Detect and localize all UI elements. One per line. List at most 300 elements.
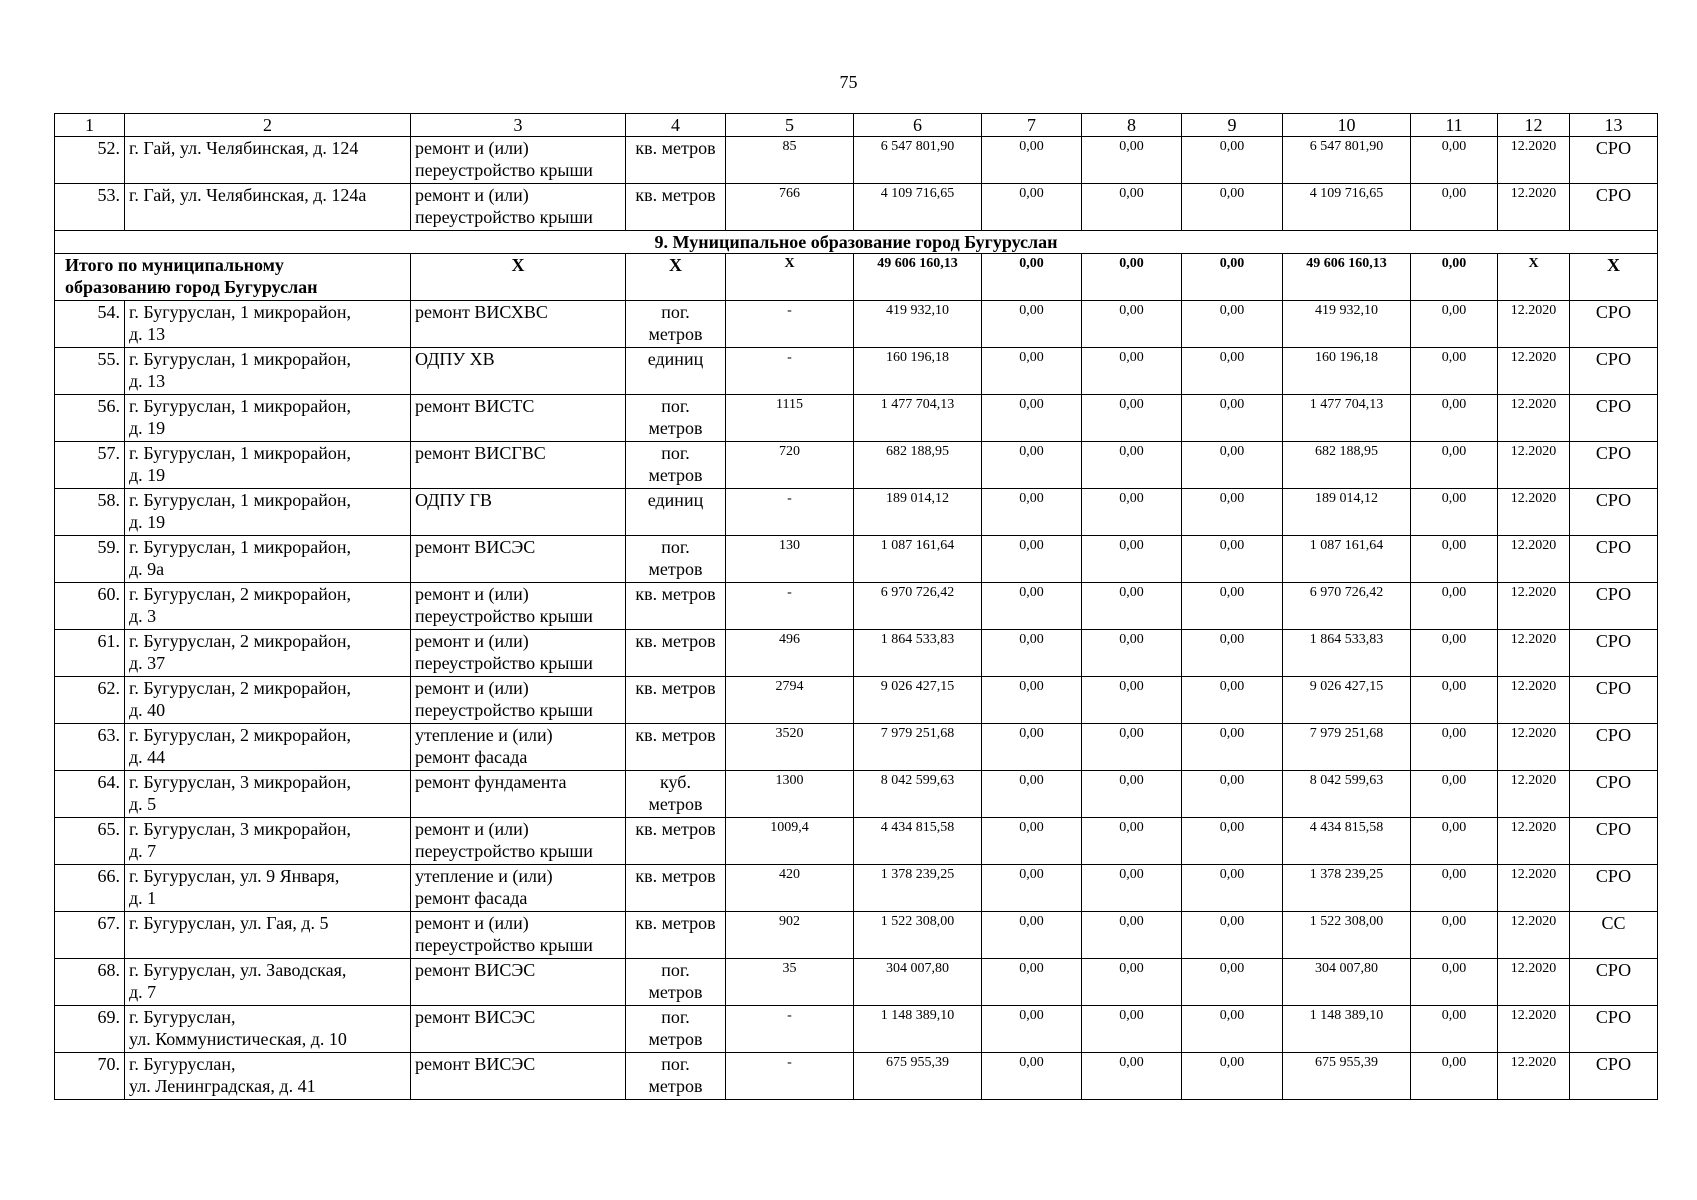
value-cell-c12: 12.2020 — [1498, 677, 1570, 724]
value-cell-c10: 1 148 389,10 — [1283, 1006, 1411, 1053]
value-cell-c11: 0,00 — [1411, 1006, 1498, 1053]
address-cell-line: г. Бугуруслан, ул. Гая, д. 5 — [129, 913, 329, 933]
value-cell-c11: 0,00 — [1411, 583, 1498, 630]
row-number: 63. — [55, 724, 125, 771]
value-cell-c10: 4 434 815,58 — [1283, 818, 1411, 865]
value-cell-c10: 7 979 251,68 — [1283, 724, 1411, 771]
quantity-cell: - — [726, 583, 854, 630]
value-cell-c7: 0,00 — [982, 912, 1082, 959]
value-cell-c6: 9 026 427,15 — [854, 677, 982, 724]
quantity-cell: - — [726, 1053, 854, 1100]
method-cell: СРО — [1570, 137, 1658, 184]
address-cell-line: г. Бугуруслан, 2 микрорайон, — [129, 725, 352, 745]
address-cell-line: г. Бугуруслан, 1 микрорайон, — [129, 396, 352, 416]
value-cell-c6: 1 522 308,00 — [854, 912, 982, 959]
address-cell-line: г. Бугуруслан, 1 микрорайон, — [129, 537, 352, 557]
work-type-cell — [411, 348, 626, 395]
work-type-cell — [411, 677, 626, 724]
unit-cell-line: пог. — [661, 302, 690, 322]
header-cell: 1 — [55, 114, 125, 137]
quantity-cell: 1009,4 — [726, 818, 854, 865]
work-type-cell-line: ремонт ВИСТС — [415, 396, 535, 416]
method-cell: СРО — [1570, 348, 1658, 395]
address-cell-line: д. 19 — [129, 465, 166, 485]
value-cell-c10: 8 042 599,63 — [1283, 771, 1411, 818]
header-cell: 9 — [1182, 114, 1283, 137]
value-cell-c8: 0,00 — [1082, 771, 1182, 818]
value-cell-c9: 0,00 — [1182, 959, 1283, 1006]
unit-cell-line: метров — [648, 1029, 703, 1049]
value-cell-c8: 0,00 — [1082, 865, 1182, 912]
method-cell: СРО — [1570, 771, 1658, 818]
value-cell-c12: 12.2020 — [1498, 137, 1570, 184]
method-cell: СРО — [1570, 959, 1658, 1006]
work-type-cell-line: утепление и (или) — [415, 725, 553, 745]
value-cell-c8: 0,00 — [1082, 184, 1182, 231]
work-type-cell — [411, 959, 626, 1006]
value-cell-c9: 0,00 — [1182, 865, 1283, 912]
total-c9: 0,00 — [1182, 254, 1283, 301]
work-type-cell-line: переустройство крыши — [415, 935, 593, 955]
unit-cell — [626, 959, 726, 1006]
value-cell-c12: 12.2020 — [1498, 536, 1570, 583]
row-number: 61. — [55, 630, 125, 677]
unit-cell-line: кв. метров — [635, 725, 716, 745]
work-type-cell — [411, 184, 626, 231]
quantity-cell: 902 — [726, 912, 854, 959]
value-cell-c9: 0,00 — [1182, 724, 1283, 771]
value-cell-c11: 0,00 — [1411, 818, 1498, 865]
row-number: 60. — [55, 583, 125, 630]
unit-cell-line: кв. метров — [635, 866, 716, 886]
value-cell-c8: 0,00 — [1082, 1053, 1182, 1100]
work-type-cell-line: ремонт фасада — [415, 747, 528, 767]
quantity-cell: - — [726, 1006, 854, 1053]
value-cell-c8: 0,00 — [1082, 301, 1182, 348]
value-cell-c12: 12.2020 — [1498, 301, 1570, 348]
method-cell: СРО — [1570, 724, 1658, 771]
work-type-cell — [411, 1006, 626, 1053]
value-cell-c8: 0,00 — [1082, 583, 1182, 630]
value-cell-c12: 12.2020 — [1498, 489, 1570, 536]
value-cell-c7: 0,00 — [982, 959, 1082, 1006]
work-type-cell — [411, 137, 626, 184]
work-type-cell-line: ремонт и (или) — [415, 913, 529, 933]
value-cell-c7: 0,00 — [982, 395, 1082, 442]
work-type-cell — [411, 865, 626, 912]
unit-cell-line: метров — [648, 982, 703, 1002]
work-type-cell — [411, 630, 626, 677]
table-row — [55, 818, 1658, 865]
address-cell — [125, 442, 411, 489]
quantity-cell: 766 — [726, 184, 854, 231]
unit-cell — [626, 536, 726, 583]
unit-cell-line: метров — [648, 1076, 703, 1096]
header-cell: 7 — [982, 114, 1082, 137]
table-row — [55, 301, 1658, 348]
quantity-cell: 85 — [726, 137, 854, 184]
table-body — [55, 114, 1658, 1100]
total-label-line: Итого по муниципальному — [65, 255, 284, 275]
work-type-cell — [411, 442, 626, 489]
value-cell-c9: 0,00 — [1182, 395, 1283, 442]
unit-cell — [626, 137, 726, 184]
table-row — [55, 395, 1658, 442]
value-cell-c12: 12.2020 — [1498, 630, 1570, 677]
value-cell-c11: 0,00 — [1411, 959, 1498, 1006]
value-cell-c6: 1 477 704,13 — [854, 395, 982, 442]
unit-cell-line: кв. метров — [635, 138, 716, 158]
address-cell-line: г. Бугуруслан, 3 микрорайон, — [129, 819, 352, 839]
value-cell-c12: 12.2020 — [1498, 583, 1570, 630]
unit-cell-line: куб. — [660, 772, 691, 792]
value-cell-c8: 0,00 — [1082, 724, 1182, 771]
work-type-cell-line: переустройство крыши — [415, 841, 593, 861]
table-row — [55, 630, 1658, 677]
work-type-cell — [411, 1053, 626, 1100]
value-cell-c7: 0,00 — [982, 771, 1082, 818]
value-cell-c6: 7 979 251,68 — [854, 724, 982, 771]
value-cell-c10: 682 188,95 — [1283, 442, 1411, 489]
value-cell-c12: 12.2020 — [1498, 959, 1570, 1006]
value-cell-c7: 0,00 — [982, 583, 1082, 630]
address-cell-line: ул. Ленинградская, д. 41 — [129, 1076, 316, 1096]
value-cell-c8: 0,00 — [1082, 348, 1182, 395]
quantity-cell: 2794 — [726, 677, 854, 724]
unit-cell — [626, 184, 726, 231]
value-cell-c9: 0,00 — [1182, 818, 1283, 865]
quantity-cell: - — [726, 348, 854, 395]
value-cell-c8: 0,00 — [1082, 818, 1182, 865]
row-number: 67. — [55, 912, 125, 959]
value-cell-c8: 0,00 — [1082, 1006, 1182, 1053]
quantity-cell: 3520 — [726, 724, 854, 771]
value-cell-c9: 0,00 — [1182, 536, 1283, 583]
address-cell — [125, 630, 411, 677]
value-cell-c7: 0,00 — [982, 301, 1082, 348]
address-cell-line: г. Бугуруслан, 2 микрорайон, — [129, 631, 352, 651]
unit-cell-line: кв. метров — [635, 584, 716, 604]
address-cell-line: д. 1 — [129, 888, 157, 908]
value-cell-c10: 1 522 308,00 — [1283, 912, 1411, 959]
method-cell: СРО — [1570, 184, 1658, 231]
row-number: 55. — [55, 348, 125, 395]
value-cell-c9: 0,00 — [1182, 348, 1283, 395]
value-cell-c7: 0,00 — [982, 137, 1082, 184]
value-cell-c12: 12.2020 — [1498, 865, 1570, 912]
work-type-cell-line: ремонт и (или) — [415, 819, 529, 839]
value-cell-c12: 12.2020 — [1498, 1053, 1570, 1100]
address-cell — [125, 536, 411, 583]
value-cell-c6: 675 955,39 — [854, 1053, 982, 1100]
quantity-cell: 420 — [726, 865, 854, 912]
method-cell: СРО — [1570, 583, 1658, 630]
address-cell — [125, 184, 411, 231]
value-cell-c10: 9 026 427,15 — [1283, 677, 1411, 724]
row-number: 56. — [55, 395, 125, 442]
work-type-cell — [411, 818, 626, 865]
work-type-cell-line: ремонт ВИСХВС — [415, 302, 548, 322]
value-cell-c8: 0,00 — [1082, 395, 1182, 442]
value-cell-c7: 0,00 — [982, 724, 1082, 771]
value-cell-c6: 419 932,10 — [854, 301, 982, 348]
value-cell-c9: 0,00 — [1182, 1053, 1283, 1100]
address-cell-line: д. 37 — [129, 653, 166, 673]
address-cell-line: д. 44 — [129, 747, 166, 767]
table-row — [55, 536, 1658, 583]
unit-cell — [626, 865, 726, 912]
value-cell-c10: 6 970 726,42 — [1283, 583, 1411, 630]
work-type-cell-line: ремонт ВИСЭС — [415, 960, 536, 980]
total-c5: Х — [726, 254, 854, 301]
value-cell-c7: 0,00 — [982, 184, 1082, 231]
value-cell-c11: 0,00 — [1411, 1053, 1498, 1100]
value-cell-c9: 0,00 — [1182, 301, 1283, 348]
unit-cell-line: пог. — [661, 1054, 690, 1074]
row-number: 54. — [55, 301, 125, 348]
address-cell-line: г. Бугуруслан, 1 микрорайон, — [129, 443, 352, 463]
address-cell — [125, 137, 411, 184]
unit-cell-line: пог. — [661, 443, 690, 463]
address-cell-line: г. Гай, ул. Челябинская, д. 124 — [129, 138, 359, 158]
row-number: 62. — [55, 677, 125, 724]
value-cell-c8: 0,00 — [1082, 489, 1182, 536]
header-cell: 2 — [125, 114, 411, 137]
address-cell — [125, 1006, 411, 1053]
value-cell-c11: 0,00 — [1411, 184, 1498, 231]
header-cell: 5 — [726, 114, 854, 137]
work-type-cell-line: переустройство крыши — [415, 653, 593, 673]
value-cell-c10: 675 955,39 — [1283, 1053, 1411, 1100]
row-number: 64. — [55, 771, 125, 818]
unit-cell — [626, 348, 726, 395]
row-number: 53. — [55, 184, 125, 231]
method-cell: СРО — [1570, 489, 1658, 536]
method-cell: СРО — [1570, 630, 1658, 677]
total-c6: 49 606 160,13 — [854, 254, 982, 301]
work-type-cell-line: ремонт и (или) — [415, 631, 529, 651]
work-type-cell-line: переустройство крыши — [415, 700, 593, 720]
value-cell-c11: 0,00 — [1411, 771, 1498, 818]
unit-cell — [626, 1053, 726, 1100]
total-c12: Х — [1498, 254, 1570, 301]
work-type-cell-line: ремонт фасада — [415, 888, 528, 908]
unit-cell-line: кв. метров — [635, 185, 716, 205]
address-cell-line: г. Бугуруслан, 1 микрорайон, — [129, 490, 352, 510]
value-cell-c11: 0,00 — [1411, 442, 1498, 489]
header-cell: 8 — [1082, 114, 1182, 137]
address-cell — [125, 912, 411, 959]
value-cell-c7: 0,00 — [982, 442, 1082, 489]
work-type-cell — [411, 301, 626, 348]
quantity-cell: 1300 — [726, 771, 854, 818]
work-type-cell-line: ремонт фундамента — [415, 772, 567, 792]
address-cell-line: г. Бугуруслан, 1 микрорайон, — [129, 349, 352, 369]
value-cell-c10: 1 864 533,83 — [1283, 630, 1411, 677]
value-cell-c9: 0,00 — [1182, 677, 1283, 724]
value-cell-c9: 0,00 — [1182, 1006, 1283, 1053]
address-cell — [125, 865, 411, 912]
total-c11: 0,00 — [1411, 254, 1498, 301]
value-cell-c6: 304 007,80 — [854, 959, 982, 1006]
table-row — [55, 489, 1658, 536]
value-cell-c10: 189 014,12 — [1283, 489, 1411, 536]
unit-cell — [626, 301, 726, 348]
table-row — [55, 137, 1658, 184]
quantity-cell: 720 — [726, 442, 854, 489]
value-cell-c11: 0,00 — [1411, 630, 1498, 677]
method-cell: СРО — [1570, 1006, 1658, 1053]
address-cell-line: д. 3 — [129, 606, 157, 626]
table-row — [55, 348, 1658, 395]
value-cell-c12: 12.2020 — [1498, 818, 1570, 865]
repair-program-table — [54, 113, 1658, 1100]
work-type-cell-line: ремонт ВИСЭС — [415, 537, 536, 557]
row-number: 69. — [55, 1006, 125, 1053]
value-cell-c9: 0,00 — [1182, 137, 1283, 184]
work-type-cell-line: ОДПУ ХВ — [415, 349, 495, 369]
work-type-cell-line: переустройство крыши — [415, 207, 593, 227]
value-cell-c8: 0,00 — [1082, 677, 1182, 724]
quantity-cell: 35 — [726, 959, 854, 1006]
value-cell-c6: 682 188,95 — [854, 442, 982, 489]
address-cell — [125, 959, 411, 1006]
address-cell-line: д. 5 — [129, 794, 157, 814]
value-cell-c12: 12.2020 — [1498, 395, 1570, 442]
unit-cell — [626, 442, 726, 489]
table-row — [55, 865, 1658, 912]
row-number: 66. — [55, 865, 125, 912]
work-type-cell-line: ремонт ВИСЭС — [415, 1054, 536, 1074]
value-cell-c10: 4 109 716,65 — [1283, 184, 1411, 231]
section-title: 9. Муниципальное образование город Бугуруслан — [55, 231, 1658, 254]
value-cell-c12: 12.2020 — [1498, 724, 1570, 771]
unit-cell — [626, 912, 726, 959]
address-cell-line: г. Гай, ул. Челябинская, д. 124а — [129, 185, 367, 205]
work-type-cell — [411, 395, 626, 442]
total-c7: 0,00 — [982, 254, 1082, 301]
header-cell: 13 — [1570, 114, 1658, 137]
value-cell-c6: 1 864 533,83 — [854, 630, 982, 677]
value-cell-c7: 0,00 — [982, 489, 1082, 536]
address-cell-line: г. Бугуруслан, 2 микрорайон, — [129, 584, 352, 604]
address-cell-line: д. 19 — [129, 418, 166, 438]
value-cell-c12: 12.2020 — [1498, 1006, 1570, 1053]
unit-cell-line: метров — [648, 794, 703, 814]
work-type-cell — [411, 724, 626, 771]
work-type-cell-line: утепление и (или) — [415, 866, 553, 886]
value-cell-c8: 0,00 — [1082, 959, 1182, 1006]
address-cell — [125, 771, 411, 818]
total-c8: 0,00 — [1082, 254, 1182, 301]
address-cell — [125, 677, 411, 724]
value-cell-c8: 0,00 — [1082, 630, 1182, 677]
row-number: 59. — [55, 536, 125, 583]
unit-cell — [626, 583, 726, 630]
unit-cell-line: единиц — [647, 490, 704, 510]
value-cell-c10: 1 477 704,13 — [1283, 395, 1411, 442]
address-cell — [125, 818, 411, 865]
work-type-cell-line: переустройство крыши — [415, 606, 593, 626]
method-cell: СРО — [1570, 301, 1658, 348]
method-cell: СРО — [1570, 677, 1658, 724]
value-cell-c6: 1 148 389,10 — [854, 1006, 982, 1053]
work-type-cell-line: ремонт ВИСГВС — [415, 443, 546, 463]
page-number: 75 — [839, 72, 858, 92]
header-row — [55, 114, 1658, 137]
address-cell-line: г. Бугуруслан, ул. 9 Января, — [129, 866, 340, 886]
unit-cell — [626, 818, 726, 865]
value-cell-c9: 0,00 — [1182, 912, 1283, 959]
row-number: 68. — [55, 959, 125, 1006]
work-type-cell-line: ОДПУ ГВ — [415, 490, 493, 510]
row-number: 52. — [55, 137, 125, 184]
address-cell-line: г. Бугуруслан, ул. Заводская, — [129, 960, 347, 980]
value-cell-c9: 0,00 — [1182, 630, 1283, 677]
value-cell-c6: 1 087 161,64 — [854, 536, 982, 583]
total-c4: Х — [626, 254, 726, 301]
value-cell-c11: 0,00 — [1411, 677, 1498, 724]
unit-cell — [626, 677, 726, 724]
value-cell-c6: 4 109 716,65 — [854, 184, 982, 231]
address-cell — [125, 395, 411, 442]
section-row — [55, 231, 1658, 254]
work-type-cell-line: ремонт и (или) — [415, 185, 529, 205]
address-cell-line: ул. Коммунистическая, д. 10 — [129, 1029, 347, 1049]
unit-cell-line: кв. метров — [635, 678, 716, 698]
value-cell-c11: 0,00 — [1411, 912, 1498, 959]
value-cell-c10: 160 196,18 — [1283, 348, 1411, 395]
header-cell: 4 — [626, 114, 726, 137]
unit-cell-line: метров — [648, 559, 703, 579]
work-type-cell — [411, 536, 626, 583]
value-cell-c7: 0,00 — [982, 865, 1082, 912]
value-cell-c9: 0,00 — [1182, 184, 1283, 231]
value-cell-c11: 0,00 — [1411, 301, 1498, 348]
work-type-cell — [411, 771, 626, 818]
value-cell-c9: 0,00 — [1182, 489, 1283, 536]
unit-cell-line: единиц — [647, 349, 704, 369]
unit-cell — [626, 724, 726, 771]
total-c3: Х — [411, 254, 626, 301]
address-cell-line: г. Бугуруслан, 1 микрорайон, — [129, 302, 352, 322]
table-row — [55, 1053, 1658, 1100]
value-cell-c7: 0,00 — [982, 630, 1082, 677]
table-row — [55, 442, 1658, 489]
table-row — [55, 184, 1658, 231]
value-cell-c7: 0,00 — [982, 536, 1082, 583]
method-cell: СРО — [1570, 818, 1658, 865]
value-cell-c9: 0,00 — [1182, 771, 1283, 818]
value-cell-c8: 0,00 — [1082, 536, 1182, 583]
value-cell-c6: 160 196,18 — [854, 348, 982, 395]
unit-cell-line: кв. метров — [635, 631, 716, 651]
value-cell-c7: 0,00 — [982, 348, 1082, 395]
work-type-cell — [411, 583, 626, 630]
value-cell-c6: 6 547 801,90 — [854, 137, 982, 184]
unit-cell — [626, 630, 726, 677]
value-cell-c6: 6 970 726,42 — [854, 583, 982, 630]
address-cell-line: г. Бугуруслан, 2 микрорайон, — [129, 678, 352, 698]
address-cell-line: г. Бугуруслан, — [129, 1054, 236, 1074]
value-cell-c12: 12.2020 — [1498, 184, 1570, 231]
header-cell: 10 — [1283, 114, 1411, 137]
unit-cell — [626, 395, 726, 442]
value-cell-c11: 0,00 — [1411, 865, 1498, 912]
value-cell-c8: 0,00 — [1082, 442, 1182, 489]
table-row — [55, 912, 1658, 959]
unit-cell — [626, 1006, 726, 1053]
